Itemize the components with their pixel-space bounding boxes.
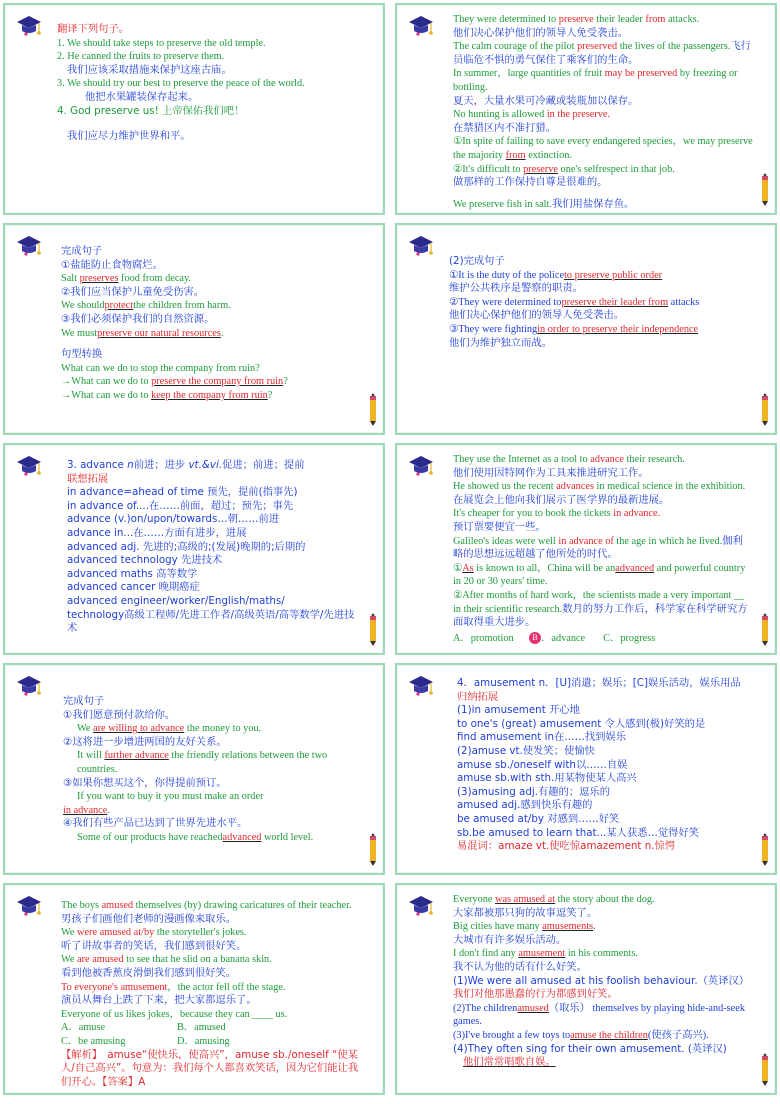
highlight: were amused at/by — [77, 927, 155, 939]
text: It's cheaper for you to book the tickets — [453, 508, 614, 520]
answer-blank: amused — [517, 1002, 549, 1014]
answer-blank: preserve the company from ruin — [151, 376, 284, 388]
text: the age in which he lived. — [613, 535, 723, 547]
text: ③They were fighting — [449, 323, 538, 335]
text: We — [61, 954, 78, 966]
highlight: in advance. — [613, 508, 661, 520]
text: ① — [453, 562, 463, 574]
text: . — [220, 327, 224, 339]
text: 男孩子们画他们老师的漫画像来取乐。 — [61, 912, 237, 925]
text-line: 大家都被那只狗的故事逗笑了。 — [453, 906, 598, 919]
highlight: from — [645, 14, 666, 25]
text-line: 4. God preserve us! 上帝保佑我们吧！ — [57, 104, 245, 117]
text: Everyone — [453, 894, 496, 905]
slide-5 — [3, 443, 385, 655]
option-a: A．amuse — [61, 1022, 106, 1034]
answer-blank: amuse the children — [570, 1029, 648, 1041]
text-line: to one's (great) amusement 令人感到(极)好笑的是 — [457, 717, 706, 730]
highlight: was amused at — [495, 894, 556, 905]
slide-title: 翻译下列句子。 — [57, 23, 130, 35]
text-line: 他们决心保护他们的领导人免受袭击。 — [449, 309, 625, 322]
slide-3 — [3, 223, 385, 435]
section-title: (2)完成句子 — [449, 255, 505, 267]
text-line: 维护公共秩序是警察的职责。 — [449, 282, 583, 295]
text: the lives of the passengers. — [617, 41, 731, 53]
highlight: To everyone's amusement — [61, 981, 168, 993]
section-title: 联想拓展 — [67, 472, 109, 485]
graduation-cap-icon — [15, 893, 43, 919]
text-line: advanced cancer 晚期癌症 — [67, 581, 200, 594]
highlight: amusement — [518, 948, 566, 960]
text-line: 我不认为他的话有什么好笑。 — [453, 960, 587, 973]
text: ? — [283, 376, 288, 388]
text-line: amuse sb./oneself with以……自娱 — [457, 758, 628, 771]
text-line: 他们决心保护他们的领导人免受袭击。 — [453, 26, 629, 39]
text-line: 预订票要便宜一些。 — [453, 520, 546, 533]
text: is known to all，China will be an — [473, 562, 616, 574]
text: 我们用盐保存鱼。 — [551, 197, 635, 210]
text-line: 我们应尽力维护世界和平。 — [67, 130, 191, 143]
text-line: 大城市有许多娱乐活动。 — [453, 933, 567, 946]
text: We preserve fish in salt. — [453, 198, 552, 210]
text: and powerful country in 20 or 30 years' time. — [453, 562, 746, 588]
text: We — [61, 927, 78, 939]
answer-blank: keep the company from ruin — [151, 389, 268, 401]
pencil-icon — [759, 613, 771, 647]
text: vt.&vi. — [188, 459, 223, 471]
answer-marker: B — [529, 632, 541, 644]
text: the money to you. — [186, 723, 262, 735]
highlight: may be preserved — [604, 68, 678, 80]
text: 前进；进步 — [133, 459, 189, 471]
answer-blank: advanced — [222, 831, 262, 843]
graduation-cap-icon — [15, 673, 43, 699]
highlight: preserve — [558, 14, 594, 25]
text: (3)I've brought a few toys to — [453, 1029, 571, 1041]
text-line: in advance=ahead of time 预先，提前(指事先) — [67, 486, 298, 499]
answer-blank: preserve our natural resources — [97, 327, 221, 339]
pencil-icon — [367, 833, 379, 867]
slide-4 — [395, 223, 777, 435]
slide-7 — [3, 663, 385, 875]
text: the story about the dog. — [555, 894, 655, 905]
text: 伽利略的思想远远超越了他所处的时代。 — [453, 534, 743, 561]
highlight: amused — [101, 900, 134, 911]
answer-blank: are willing to advance — [93, 723, 185, 735]
text-line: ②这将进一步增进两国的友好关系。 — [63, 735, 227, 748]
graduation-cap-icon — [15, 233, 43, 259]
text-line: find amusement in在……找到娱乐 — [457, 731, 627, 744]
text: ②After months of hard work，the scientists made a very important __ in their scientific research. — [453, 589, 745, 615]
text: They were determined to — [453, 14, 559, 25]
answer-blank: further advance — [104, 750, 169, 762]
text: the friendly relations between the two countries. — [77, 750, 328, 775]
text-line: amuse sb.with sth.用某物使某人高兴 — [457, 772, 637, 785]
text-line: If you want to buy it you must make an order — [77, 791, 264, 803]
text: in medical science in the exhibition. — [593, 481, 746, 493]
text: . — [107, 804, 110, 816]
highlight: in the preserve. — [546, 109, 610, 121]
text-line: (1)We were all amused at his foolish behaviour.（英译汉） — [453, 974, 750, 987]
graduation-cap-icon — [407, 893, 435, 919]
text-line: be amused at/by 对感到……好笑 — [457, 812, 620, 825]
text-line: (4)They often sing for their own amusement. (英译汉) — [453, 1042, 727, 1055]
text-line: 2. He canned the fruits to preserve them. — [57, 51, 225, 63]
text: ①It is the duty of the police — [449, 269, 565, 281]
graduation-cap-icon — [15, 453, 43, 479]
text-line: amused adj.感到快乐有趣的 — [457, 799, 593, 812]
text: ，the actor fell off the stage. — [167, 981, 286, 993]
text: →What can we do to — [61, 389, 152, 401]
pencil-icon — [759, 173, 771, 207]
graduation-cap-icon — [407, 673, 435, 699]
answer-blank: in advance — [63, 804, 108, 816]
text: the storyteller's jokes. — [154, 927, 247, 939]
text-line: 他们使用因特网作为工具来推进研究工作。 — [453, 466, 649, 479]
section-title: 4．amusement n．[U]消遣；娱乐；[C]娱乐活动，娱乐用品 — [457, 677, 741, 689]
answer-blank: As — [462, 562, 474, 574]
text-line: 夏天，大量水果可冷藏或装瓶加以保存。 — [453, 94, 639, 107]
text: extinction. — [525, 149, 572, 161]
text: themselves (by) drawing caricatures of their teacher. — [133, 900, 352, 911]
text-line: 我们应该采取措施来保护这座古庙。 — [67, 63, 232, 76]
text: attacks — [668, 296, 700, 308]
answer-blank: to preserve public order — [564, 269, 663, 281]
section-title: 句型转换 — [61, 348, 103, 361]
section-title: 完成句子 — [63, 695, 105, 707]
section-title: 完成句子 — [61, 245, 103, 257]
answer-blank: from — [505, 149, 526, 161]
highlight: advances — [556, 481, 594, 493]
text-line: ③我们必须保护我们的自然资源。 — [61, 312, 215, 325]
option-b: B．amused — [177, 1022, 226, 1034]
text-line: 在展览会上他向我们展示了医学界的最新进展。 — [453, 493, 670, 506]
text: ②They were determined to — [449, 296, 562, 308]
text-line: ③如果你想买这个，你得提前预订。 — [63, 776, 227, 789]
answer-blank: advanced — [615, 562, 655, 574]
highlight: preserved — [577, 41, 618, 53]
text: by freezing or bottling. — [453, 68, 738, 93]
text-line: 我们对他那愚蠢的行为都感到好笑。 — [453, 988, 618, 1001]
text: The boys — [61, 900, 102, 911]
text: (2)The children — [453, 1002, 518, 1014]
answer-blank: protect — [104, 300, 134, 312]
text-line: ②我们应当保护儿童免受伤害。 — [61, 285, 205, 298]
text-line: 他们常常唱歌自娱。 — [463, 1056, 556, 1069]
pencil-icon — [759, 1053, 771, 1087]
text-line: 他们为维护独立而战。 — [449, 336, 552, 349]
text: 飞行员临危不惧的勇气保住了乘客们的生命。 — [453, 40, 751, 66]
text-line: sb.be amused to learn that...某人获悉…觉得好笑 — [457, 826, 700, 839]
text-line: advanced maths 高等数学 — [67, 567, 198, 580]
text-line: in advance of....在……前面，超过；预先；事先 — [67, 499, 294, 512]
text-line: Everyone of us likes jokes，because they can ____ us. — [61, 1008, 288, 1020]
text-line: 在禁猎区内不准打猎。 — [453, 121, 556, 134]
slide-2 — [395, 3, 777, 215]
text: attacks. — [665, 14, 700, 25]
text: food from decay. — [118, 273, 192, 285]
text-line: 1. We should take steps to preserve the old temple. — [57, 37, 266, 49]
text: one's selfrespect in that job. — [557, 163, 675, 175]
option-b: ．advance — [541, 632, 586, 644]
text: He showed us the recent — [453, 481, 557, 493]
text-line: ①盐能防止食物腐烂。 — [61, 258, 163, 271]
highlight: are amused — [77, 954, 124, 966]
answer-blank: preserve — [523, 163, 558, 175]
text: 3. advance — [67, 459, 128, 471]
text: We should — [61, 300, 105, 312]
option-a: A．promotion — [453, 632, 514, 644]
text-line: advanced engineer/worker/English/maths/ — [67, 594, 285, 607]
text: They use the Internet as a tool to — [453, 454, 591, 465]
text-line: (3)amusing adj.有趣的；逗乐的 — [457, 785, 611, 798]
text: . — [593, 921, 596, 933]
answer-blank: in order to preserve their independence — [537, 323, 699, 335]
text-line: advanced adj. 先进的;高级的;(发展)晚期的;后期的 — [67, 540, 306, 553]
slide-6 — [395, 443, 777, 655]
text: to see that he slid on a banana skin. — [123, 954, 272, 966]
option-d: D．amusing — [177, 1035, 230, 1047]
slide-10 — [395, 883, 777, 1095]
text: world level. — [261, 831, 314, 843]
graduation-cap-icon — [407, 13, 435, 39]
text-line: advance (v.)on/upon/towards…朝……前进 — [67, 513, 280, 526]
text: Big cities have many — [453, 921, 543, 933]
text: 数月的努力工作后，科学家在科学研究方面取得重大进步。 — [453, 602, 748, 629]
highlight: advance — [590, 454, 624, 465]
graduation-cap-icon — [15, 13, 43, 39]
answer-blank: preserve their leader from — [561, 296, 669, 308]
text: their research. — [623, 454, 685, 465]
highlight: in advance of — [558, 535, 614, 547]
text: In summer，large quantities of fruit — [453, 68, 605, 80]
text: their leader — [593, 14, 646, 25]
text-line: 3. We should try our best to preserve the peace of the world. — [57, 78, 305, 90]
text-line: 易混词：amaze vt.使吃惊amazement n.惊愕 — [457, 840, 676, 853]
text-line: (2)amuse vt.使发笑；使愉快 — [457, 744, 595, 757]
text: ? — [267, 389, 273, 401]
text-line: (1)in amusement 开心地 — [457, 704, 580, 717]
text: We — [77, 723, 91, 735]
analysis-text: 【解析】 amuse“使快乐，使高兴”，amuse sb./oneself “使某人/自己高兴”。句意为：我们每个人都喜欢笑话，因为它们能让我们开心。【答案】A — [61, 1048, 359, 1088]
text: n — [127, 459, 134, 471]
text: I don't find any — [453, 948, 519, 960]
text-line: ④我们有些产品已达到了世界先进水平。 — [63, 817, 248, 830]
text: ①In spite of failing to save every endangered species，we may preserve the majority — [453, 136, 753, 161]
text-line: 做那样的工作保持自尊是很难的。 — [453, 176, 608, 189]
text: Salt — [61, 273, 80, 285]
slide-9 — [3, 883, 385, 1095]
text: We must — [61, 327, 98, 339]
text: ②It's difficult to — [453, 163, 524, 175]
text-line: 他把水果罐装保存起来。 — [85, 90, 199, 103]
answer-blank: preserves — [79, 273, 119, 285]
section-title: 归纳拓展 — [457, 690, 499, 703]
text-line: advance in...在……方面有进步，进展 — [67, 526, 247, 539]
option-c: C．progress — [603, 632, 656, 644]
pencil-icon — [759, 833, 771, 867]
pencil-icon — [367, 613, 379, 647]
text-line: 听了讲故事者的笑话，我们感到很好笑。 — [61, 939, 247, 952]
text: Galileo's ideas were well — [453, 535, 559, 547]
graduation-cap-icon — [407, 233, 435, 259]
text: the children from harm. — [133, 300, 231, 312]
text: （取乐） themselves by playing hide-and-seek games. — [453, 1002, 745, 1028]
text: 促进；前进；提前 — [222, 459, 305, 471]
text-line: What can we do to stop the company from ruin? — [61, 362, 260, 374]
text: Some of our products have reached — [77, 831, 223, 843]
text-line: ①我们愿意预付款给你。 — [63, 708, 176, 721]
text: in his comments. — [565, 948, 638, 960]
text: The calm courage of the pilot — [453, 41, 578, 53]
text: It will — [77, 750, 102, 762]
pencil-icon — [367, 393, 379, 427]
text: No hunting is allowed — [453, 109, 547, 121]
text: →What can we do to — [61, 376, 152, 388]
text-line: advanced technology 先进技术 — [67, 554, 223, 567]
option-c: C．be amusing — [61, 1035, 126, 1047]
text-line: 看到他被香蕉皮滑倒我们感到很好笑。 — [61, 966, 237, 979]
text: (使孩子高兴). — [647, 1029, 709, 1041]
slide-1 — [3, 3, 385, 215]
text-line: 演员从舞台上跌了下来，把大家都逗乐了。 — [61, 994, 257, 1007]
pencil-icon — [759, 393, 771, 427]
highlight: amusements — [542, 921, 594, 933]
graduation-cap-icon — [407, 453, 435, 479]
text-line: technology高级工程师/先进工作者/高级英语/高等数学/先进技术 — [67, 608, 355, 635]
slide-8 — [395, 663, 777, 875]
